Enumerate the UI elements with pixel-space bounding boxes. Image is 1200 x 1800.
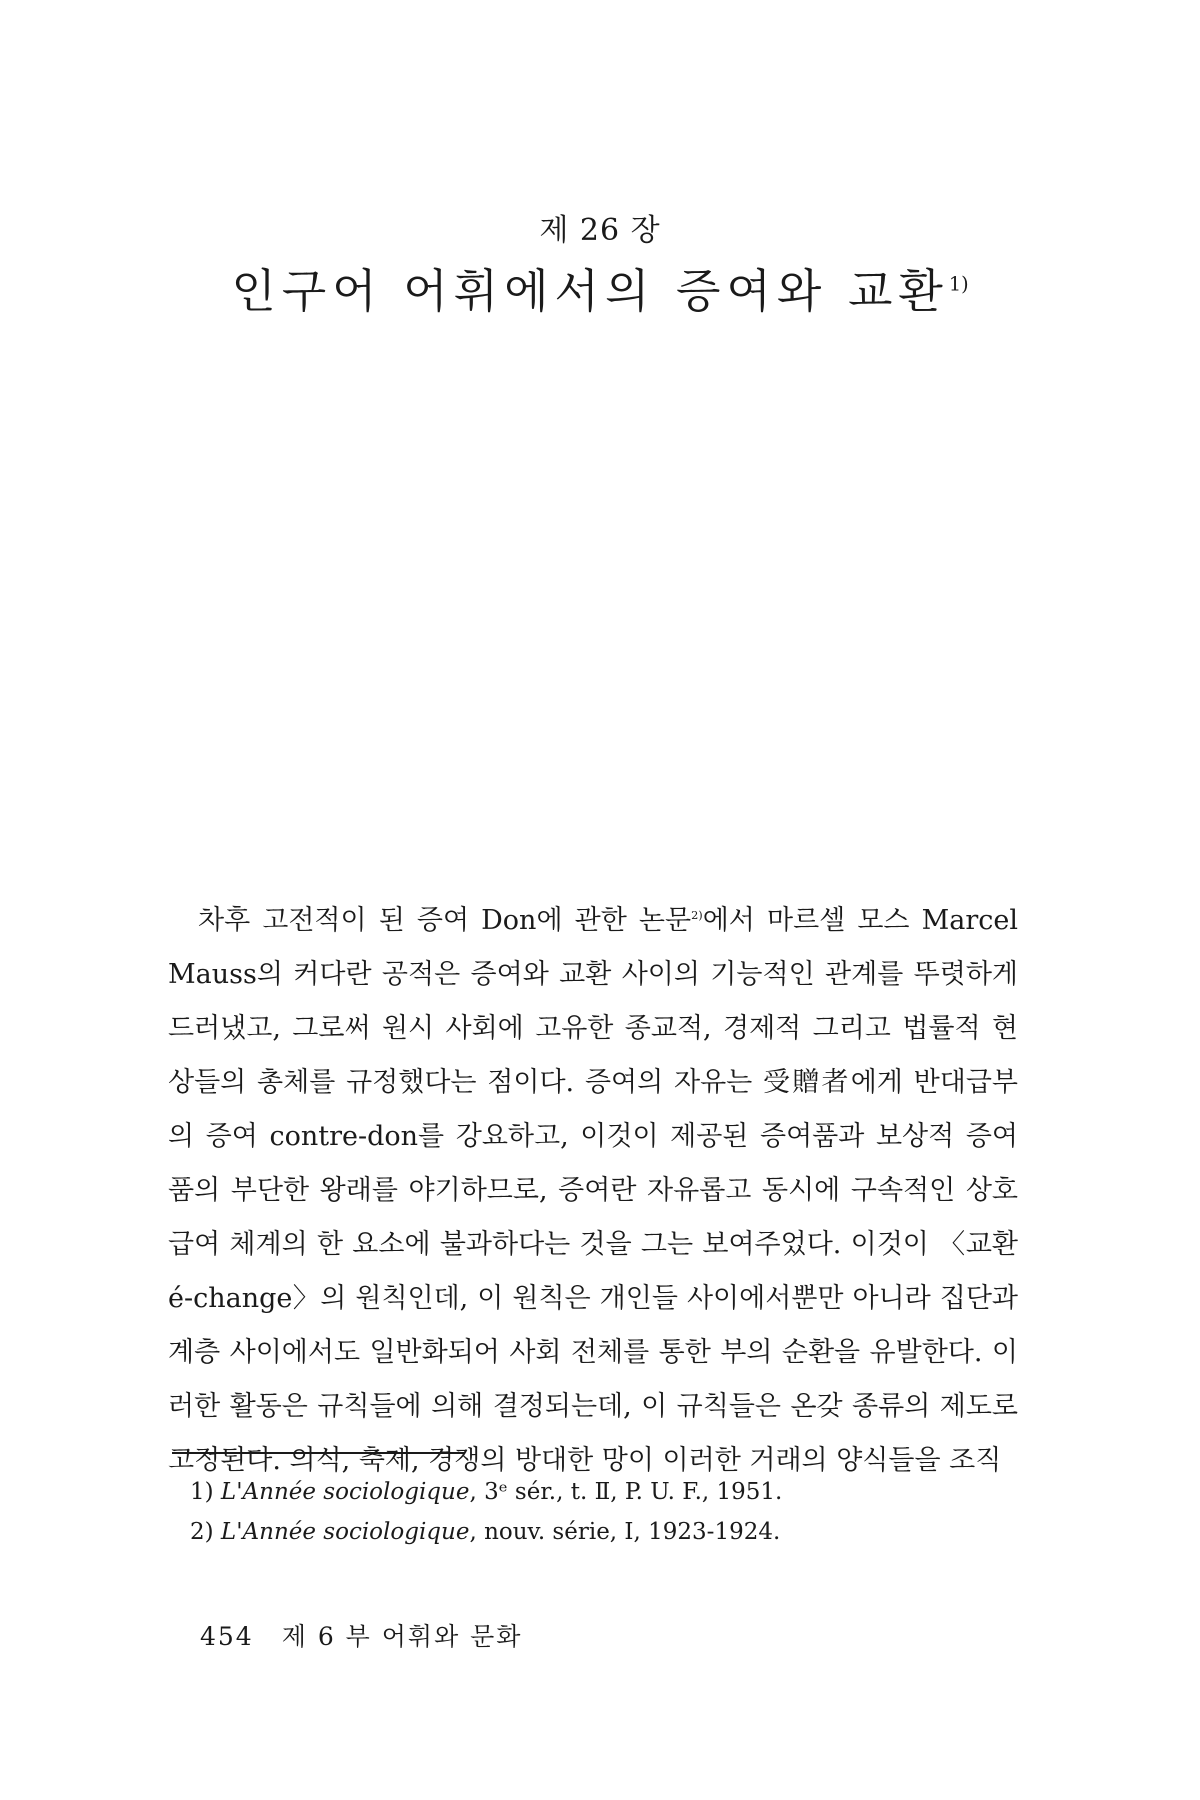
- footnote-mark: 2): [190, 1519, 214, 1545]
- footnotes: [190, 1472, 1010, 1552]
- footnote-1: [190, 1472, 1010, 1512]
- chapter-number: 제 26 장: [539, 213, 661, 248]
- footnote-source: L'Année sociologique: [220, 1479, 470, 1505]
- body-text-part2: 에서 마르셀 모스 Marcel Mauss의 커다란 공적은 증여와 교환 사이의 기능적인 관계를 뚜렷하게 드러냈고, 그로써 원시 사회에 고유한 종교적, 경제적 그리고 법률적 현상들의 총체를 규정했다는 점이다. 증여의 자유는 受贈者에게 반대급부의 증여 contre-don를 강요하고, 이것이 제공된 증여품과 보상적 증여품의 부단한 왕래를 야기하므로, 증여란 자유롭고 동시에 구속적인 상호급여 체계의 한 요소에 불과하다는 것을 그는 보여주었다. 이것이 〈교환 é-change〉의 원칙인데, 이 원칙은 개인들 사이에서뿐만 아니라 집단과 계층 사이에서도 일반화되어 사회 전체를 통한 부의 순환을 유발한다. 이러한 활동은 규칙들에 의해 결정되는데, 이 규칙들은 온갖 종류의 제도로 고정된다. 의식, 축제, 경쟁의 방대한 망이 이러한 거래의 양식들을 조직: [168, 905, 1018, 1476]
- body-paragraph: [168, 888, 1018, 1488]
- footnote-source: L'Année sociologique: [220, 1519, 470, 1545]
- footnote-divider: [172, 1452, 464, 1454]
- footnote-2: [190, 1512, 1010, 1552]
- body-text-part1: 차후 고전적이 된 증여 Don에 관한 논문: [198, 905, 692, 936]
- chapter-title: [0, 255, 1200, 321]
- footnote-mark: 1): [190, 1479, 214, 1505]
- footnote-detail: , nouv. série, Ⅰ, 1923-1924.: [469, 1519, 781, 1545]
- page-number: 454: [200, 1622, 254, 1651]
- footnote-detail: , 3ᵉ sér., t. Ⅱ, P. U. F., 1951.: [469, 1479, 783, 1505]
- chapter-title-footnote-ref: 1): [948, 272, 969, 296]
- chapter-title-text: 인구어 어휘에서의 증여와 교환: [231, 264, 949, 318]
- page-footer: [200, 1617, 522, 1653]
- running-footer-part: 제 6 부 어휘와 문화: [281, 1622, 523, 1651]
- body-footnote-ref: 2): [691, 908, 703, 922]
